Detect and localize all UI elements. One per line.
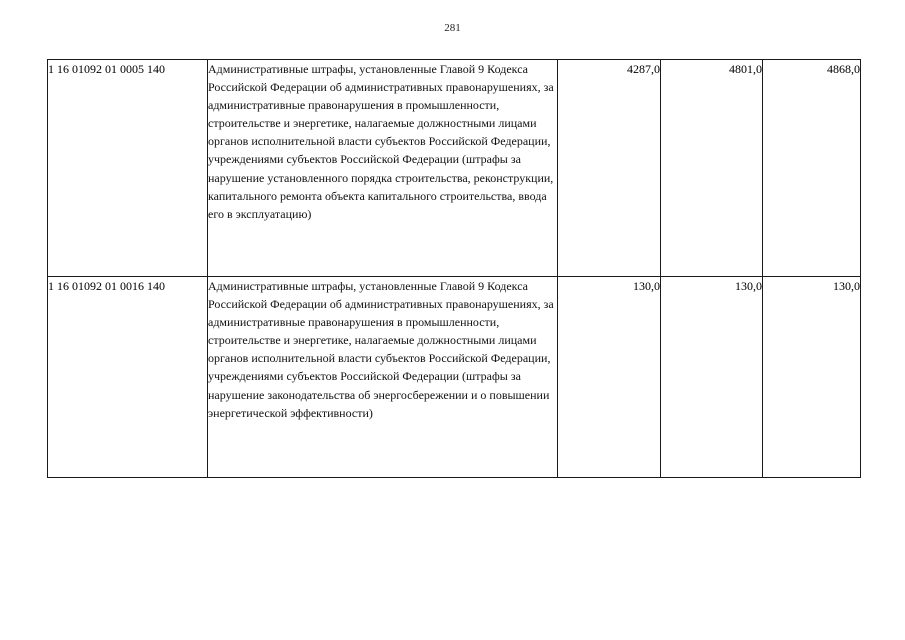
revenue-amount-year3: 130,0 [763,277,861,478]
revenue-description-cell: Административные штрафы, установленные Главой 9 Кодекса Российской Федерации об административных правонарушениях, за административные правонарушения в промышленности, строительстве и энергетике, налагаемые должностными лицами органов исполнительной власти субъектов Российской Федерации, учреждениями субъектов Российской Федерации (штрафы за нарушение установленного порядка строительства, реконструкции, капитального ремонта объекта капитального строительства, ввода его в эксплуатацию) [208,60,558,277]
table-row [48,60,861,277]
revenue-description-cell: Административные штрафы, установленные Главой 9 Кодекса Российской Федерации об административных правонарушениях, за административные правонарушения в промышленности, строительстве и энергетике, налагаемые должностными лицами органов исполнительной власти субъектов Российской Федерации, учреждениями субъектов Российской Федерации (штрафы за нарушение законодательства об энергосбережении и о повышении энергетической эффективности) [208,277,558,478]
revenue-amount-year1: 130,0 [558,277,661,478]
revenue-amount-year1: 4287,0 [558,60,661,277]
revenue-code-cell: 1 16 01092 01 0005 140 [48,60,208,277]
table-row [48,277,861,478]
revenue-amount-year2: 130,0 [661,277,763,478]
revenue-code-cell: 1 16 01092 01 0016 140 [48,277,208,478]
revenue-amount-year3: 4868,0 [763,60,861,277]
revenue-amount-year2: 4801,0 [661,60,763,277]
budget-revenue-table [47,59,861,478]
page-number: 281 [444,22,461,34]
